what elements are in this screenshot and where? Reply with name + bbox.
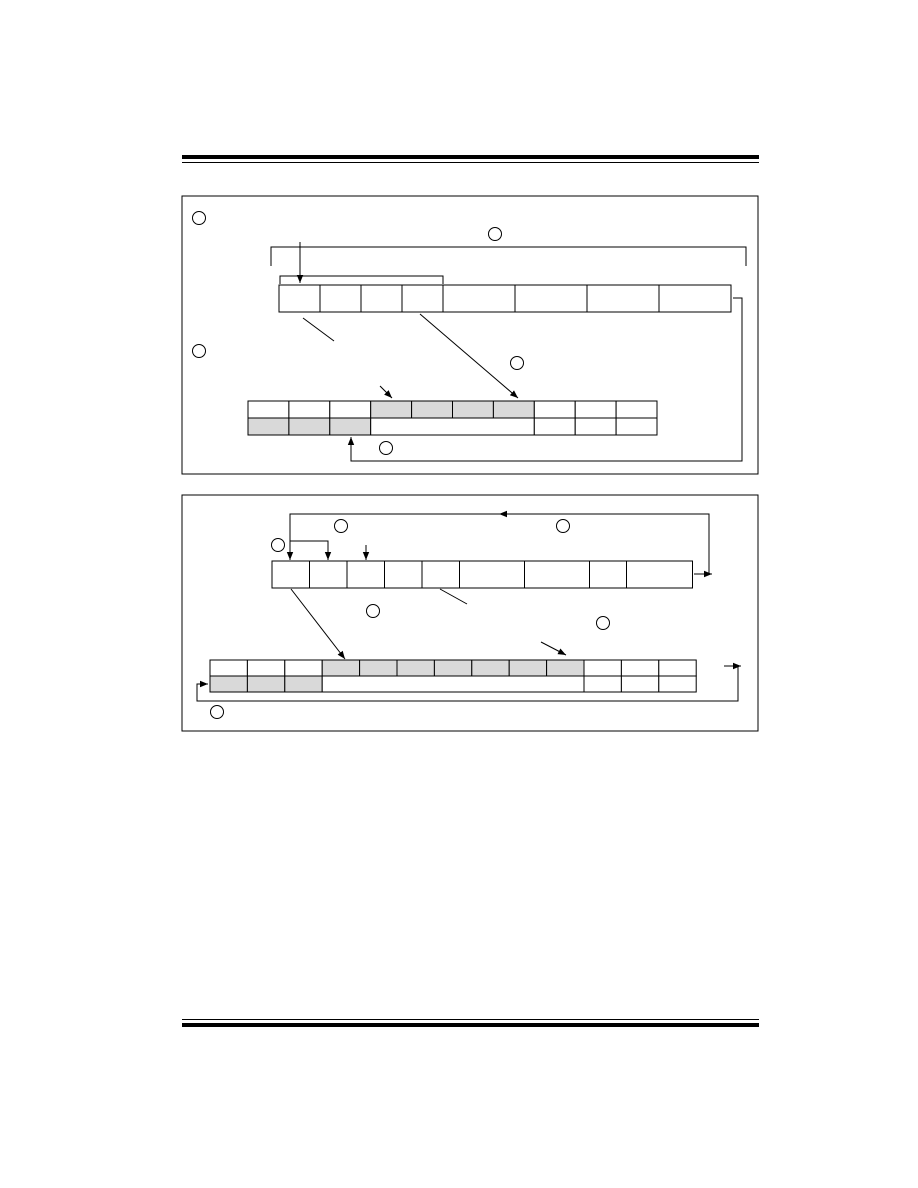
memory-cell	[322, 676, 584, 692]
memory-cell	[330, 418, 371, 435]
register-cell	[272, 561, 310, 588]
memory-cell	[493, 401, 534, 418]
register-cell	[361, 285, 402, 312]
callout-circle	[335, 520, 348, 533]
callout-circle	[211, 706, 224, 719]
field-bracket	[290, 541, 328, 560]
callout-circle	[193, 212, 206, 225]
memory-cell	[248, 418, 289, 435]
memory-cell	[621, 676, 658, 692]
small-arrow	[541, 642, 566, 655]
memory-cell	[289, 401, 330, 418]
memory-cell	[285, 676, 322, 692]
memory-cell	[434, 660, 471, 676]
memory-cell	[397, 660, 434, 676]
memory-cell	[621, 660, 658, 676]
memory-cell	[360, 660, 397, 676]
register-cell	[627, 561, 693, 588]
memory-cell	[322, 660, 359, 676]
memory-cell	[247, 660, 284, 676]
transfer-arrow	[291, 589, 345, 659]
figure-2-panel	[182, 495, 758, 731]
memory-grid	[210, 660, 696, 692]
memory-cell	[509, 660, 546, 676]
leader-line	[440, 589, 467, 604]
memory-cell	[659, 660, 696, 676]
memory-cell	[534, 401, 575, 418]
span-bracket	[271, 247, 746, 266]
register-cell	[385, 561, 423, 588]
memory-cell	[453, 401, 494, 418]
register-cell	[659, 285, 731, 312]
register-cell	[402, 285, 443, 312]
register-row	[279, 285, 731, 312]
leader-line	[303, 318, 334, 341]
memory-cell	[659, 676, 696, 692]
transfer-arrow	[420, 314, 518, 398]
register-cell	[587, 285, 659, 312]
memory-cell	[210, 676, 247, 692]
field-bracket	[280, 276, 443, 284]
callout-circle	[193, 345, 206, 358]
memory-cell	[575, 418, 616, 435]
register-cell	[515, 285, 587, 312]
memory-cell	[534, 418, 575, 435]
memory-cell	[472, 660, 509, 676]
callout-circle	[380, 442, 393, 455]
register-cell	[279, 285, 320, 312]
register-row	[272, 561, 693, 588]
memory-cell	[575, 401, 616, 418]
memory-cell	[616, 418, 657, 435]
register-cell	[443, 285, 515, 312]
figure-1-panel	[182, 196, 758, 474]
memory-cell	[584, 660, 621, 676]
callout-circle	[597, 617, 610, 630]
memory-cell	[330, 401, 371, 418]
memory-cell	[285, 660, 322, 676]
memory-cell	[371, 401, 412, 418]
small-arrow	[380, 386, 392, 398]
feedback-path	[351, 298, 742, 461]
memory-cell	[248, 401, 289, 418]
register-cell	[347, 561, 385, 588]
callout-circle	[272, 539, 285, 552]
callout-circle	[367, 605, 380, 618]
header-rule	[182, 155, 759, 163]
footer-rule	[182, 1019, 759, 1027]
memory-cell	[547, 660, 584, 676]
memory-grid	[248, 401, 657, 435]
memory-cell	[584, 676, 621, 692]
register-cell	[320, 285, 361, 312]
memory-cell	[289, 418, 330, 435]
register-cell	[310, 561, 348, 588]
memory-cell	[616, 401, 657, 418]
memory-cell	[247, 676, 284, 692]
register-cell	[422, 561, 460, 588]
callout-circle	[489, 228, 502, 241]
memory-cell	[210, 660, 247, 676]
register-cell	[525, 561, 590, 588]
callout-circle	[511, 357, 524, 370]
register-cell	[460, 561, 525, 588]
callout-circle	[557, 520, 570, 533]
register-cell	[590, 561, 627, 588]
memory-cell	[371, 418, 535, 435]
memory-cell	[412, 401, 453, 418]
